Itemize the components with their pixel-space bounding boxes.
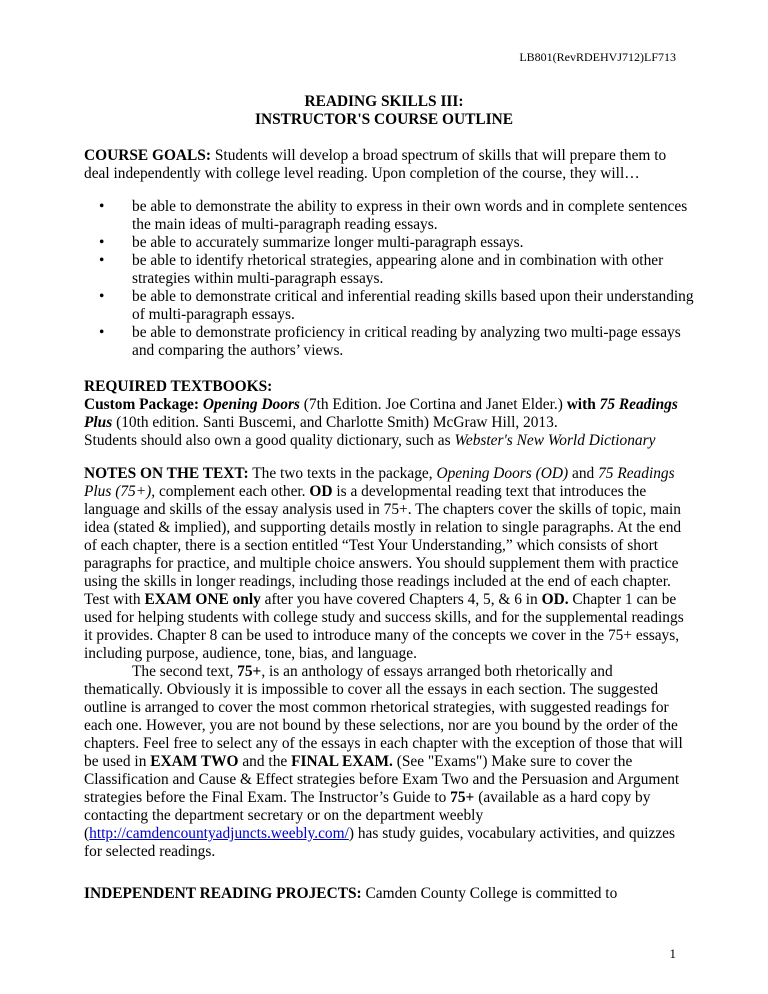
dictionary-text: Students should also own a good quality dictionary, such as: [84, 432, 451, 449]
title-line-1: READING SKILLS III:: [304, 93, 464, 110]
required-textbooks-section: [84, 378, 687, 450]
notes-text: ) has study guides, vocabulary activities, and quizzes for selected readings.: [84, 825, 675, 860]
notes-text: complement each other.: [158, 483, 306, 500]
notes-text: and: [571, 465, 595, 482]
notes-on-text-section: [84, 465, 687, 861]
independent-reading-section: [84, 885, 687, 903]
notes-paragraph-2: [84, 663, 687, 861]
notes-text: The second text,: [132, 663, 234, 680]
custom-package-line: [84, 396, 687, 432]
irp-text: Camden County College is committed to: [365, 885, 618, 902]
page-title: [0, 93, 768, 129]
document-code: LB801(RevRDEHVJ712)LF713: [519, 50, 676, 64]
list-item: • be able to demonstrate proficiency in critical reading by analyzing two multi-page essays and comparing the authors’ views.: [84, 324, 704, 360]
od-title: Opening Doors (OD): [436, 465, 569, 482]
notes-text: is a developmental reading text that introduces the language and skills of the essay analysis used in 75+. The chapters cover the skills of topic, main idea (stated & implied), and supporting details mostly in relation to single paragraphs. At the end of each chapter, there is a section entitled “Test Your Understanding,” which consists of short paragraphs for practice, and multiple choice answers. You should supplement them with practice using the skills in longer readings, including those readings included at the end of each chapter. Test with: [84, 483, 682, 608]
od-abbrev: OD.: [541, 591, 569, 608]
with-word: with: [566, 396, 596, 413]
notes-text: The two texts in the package,: [252, 465, 433, 482]
list-item: • be able to demonstrate the ability to express in their own words and in complete sentences the main ideas of multi-paragraph reading essays.: [84, 198, 704, 234]
page-number: 1: [669, 946, 676, 961]
final-exam-label: FINAL EXAM.: [291, 753, 393, 770]
book2-title: 75 Readings Plus: [84, 396, 678, 431]
exam-two-label: EXAM TWO: [150, 753, 239, 770]
notes-text: (available as a hard copy by contacting the department secretary or on the department weebly (: [84, 789, 651, 842]
list-item: • be able to demonstrate critical and inferential reading skills based upon their understanding of multi-paragraph essays.: [84, 288, 704, 324]
75-title: 75 Readings Plus (75+),: [84, 465, 675, 500]
textbooks-heading: REQUIRED TEXTBOOKS:: [84, 378, 273, 395]
course-goals-label: COURSE GOALS:: [84, 147, 211, 164]
notes-label: NOTES ON THE TEXT:: [84, 465, 249, 482]
exam-one-label: EXAM ONE only: [144, 591, 261, 608]
list-item: • be able to identify rhetorical strategies, appearing alone and in combination with other strategies within multi-paragraph essays.: [84, 252, 704, 288]
list-item: • be able to accurately summarize longer multi-paragraph essays.: [84, 234, 704, 252]
course-goals-list: [84, 198, 704, 360]
notes-text: , is an anthology of essays arranged both rhetorically and thematically. Obviously it is impossible to cover all the essays in each section. The suggested outline is arranged to cover the most common rhetorical strategies, with suggested readings for each one. However, you are not bound by these selections, nor are you bound by the order of the chapters. Feel free to select any of the essays in each chapter with the exception of those that will be used in: [84, 663, 683, 770]
course-goals-text: Students will develop a broad spectrum of skills that will prepare them to deal independently with college level reading. Upon completion of the course, they will…: [84, 147, 667, 182]
od-abbrev: OD: [309, 483, 333, 500]
course-goals-paragraph: [84, 147, 687, 183]
notes-text: after you have covered Chapters 4, 5, & 6 in: [264, 591, 538, 608]
irp-label: INDEPENDENT READING PROJECTS:: [84, 885, 362, 902]
notes-paragraph-1: [84, 465, 687, 663]
book2-details: (10th edition. Santi Buscemi, and Charlotte Smith) McGraw Hill, 2013.: [116, 414, 558, 431]
notes-text: and the: [242, 753, 288, 770]
weebly-link[interactable]: http://camdencountyadjuncts.weebly.com/: [89, 825, 349, 842]
dictionary-line: [84, 432, 687, 450]
notes-text: (See "Exams") Make sure to cover the Classification and Cause & Effect strategies before Exam Two and the Persuasion and Argument strategies before the Final Exam. The Instructor’s Guide to: [84, 753, 680, 806]
book1-details: (7th Edition. Joe Cortina and Janet Elder.): [303, 396, 563, 413]
75-abbrev: 75+: [450, 789, 475, 806]
notes-text: Chapter 1 can be used for helping students with college study and success skills, and for the supplemental readings it provides. Chapter 8 can be used to introduce many of the concepts we cover in the 75+ essays, including purpose, audience, tone, bias, and language.: [84, 591, 684, 662]
book1-title: Opening Doors: [202, 396, 300, 413]
title-line-2: INSTRUCTOR'S COURSE OUTLINE: [254, 111, 513, 128]
dictionary-title: Webster's New World Dictionary: [454, 432, 656, 449]
custom-package-label: Custom Package:: [84, 396, 199, 413]
75-abbrev: 75+: [237, 663, 262, 680]
